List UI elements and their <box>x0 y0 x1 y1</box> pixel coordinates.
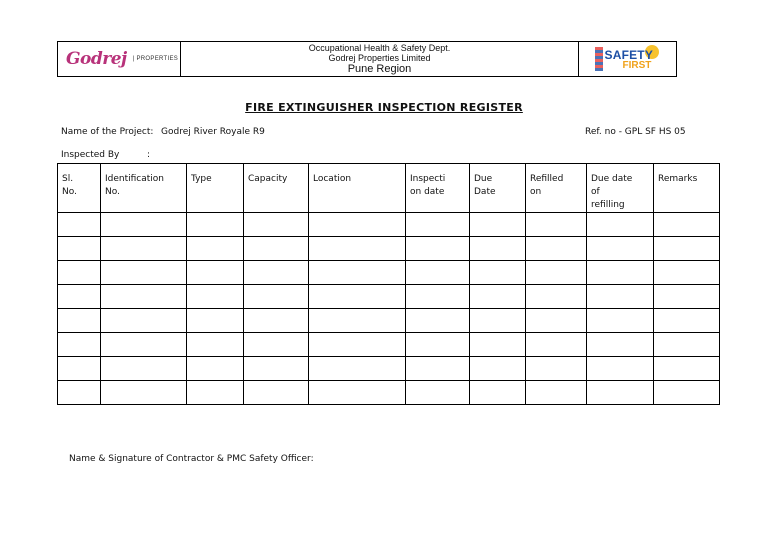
table-row <box>58 237 720 261</box>
table-cell[interactable] <box>187 237 244 261</box>
table-cell[interactable] <box>587 333 654 357</box>
table-cell[interactable] <box>587 381 654 405</box>
table-cell[interactable] <box>654 333 720 357</box>
table-cell[interactable] <box>406 213 470 237</box>
table-cell[interactable] <box>406 309 470 333</box>
region-name: Pune Region <box>347 63 412 75</box>
table-cell[interactable] <box>526 381 587 405</box>
table-cell[interactable] <box>406 381 470 405</box>
column-header-line: Inspecti <box>410 174 446 184</box>
table-cell[interactable] <box>58 213 101 237</box>
table-cell[interactable] <box>309 309 406 333</box>
column-header-line: Location <box>313 174 352 184</box>
table-cell[interactable] <box>470 237 526 261</box>
column-header-line: No. <box>105 187 120 197</box>
column-header <box>58 164 101 213</box>
table-cell[interactable] <box>58 237 101 261</box>
table-cell[interactable] <box>101 309 187 333</box>
table-cell[interactable] <box>101 261 187 285</box>
column-header-line: Type <box>191 174 212 184</box>
column-header <box>187 164 244 213</box>
table-cell[interactable] <box>101 381 187 405</box>
badge-first-text: FIRST <box>622 60 652 71</box>
table-cell[interactable] <box>58 261 101 285</box>
table-cell[interactable] <box>309 381 406 405</box>
document-header <box>57 41 677 77</box>
column-header <box>101 164 187 213</box>
column-header-line: of <box>591 187 600 197</box>
table-cell[interactable] <box>187 357 244 381</box>
logo-suffix-text: PROPERTIES <box>136 56 179 62</box>
table-cell[interactable] <box>309 357 406 381</box>
table-cell[interactable] <box>244 309 309 333</box>
table-cell[interactable] <box>187 381 244 405</box>
table-cell[interactable] <box>101 333 187 357</box>
table-cell[interactable] <box>654 357 720 381</box>
table-cell[interactable] <box>187 261 244 285</box>
table-cell[interactable] <box>244 261 309 285</box>
safety-stripe-icon <box>595 47 603 71</box>
table-cell[interactable] <box>309 333 406 357</box>
table-cell[interactable] <box>654 213 720 237</box>
signature-label: Name & Signature of Contractor & PMC Safety Officer: <box>69 454 314 464</box>
table-cell[interactable] <box>654 381 720 405</box>
table-cell[interactable] <box>587 357 654 381</box>
column-header-line: Due date <box>591 174 633 184</box>
company-logo <box>58 42 181 76</box>
table-cell[interactable] <box>526 285 587 309</box>
table-cell[interactable] <box>470 309 526 333</box>
table-cell[interactable] <box>470 261 526 285</box>
table-header-row <box>58 164 720 213</box>
table-row <box>58 285 720 309</box>
table-row <box>58 357 720 381</box>
inspection-register-table <box>57 163 720 405</box>
column-header-line: on <box>530 187 542 197</box>
column-header <box>406 164 470 213</box>
table-cell[interactable] <box>406 237 470 261</box>
table-cell[interactable] <box>187 213 244 237</box>
table-cell[interactable] <box>309 213 406 237</box>
table-cell[interactable] <box>406 285 470 309</box>
column-header <box>526 164 587 213</box>
table-cell[interactable] <box>470 381 526 405</box>
table-row <box>58 309 720 333</box>
column-header-line: Capacity <box>248 174 288 184</box>
table-row <box>58 381 720 405</box>
table-cell[interactable] <box>244 333 309 357</box>
project-label: Name of the Project: <box>61 127 154 137</box>
table-cell[interactable] <box>470 333 526 357</box>
logo-suffix: | PROPERTIES <box>132 56 179 62</box>
table-cell[interactable] <box>244 381 309 405</box>
table-cell[interactable] <box>244 285 309 309</box>
table-row <box>58 261 720 285</box>
column-header-line: Date <box>474 187 496 197</box>
table-cell[interactable] <box>526 333 587 357</box>
table-cell[interactable] <box>244 213 309 237</box>
table-cell[interactable] <box>309 237 406 261</box>
table-cell[interactable] <box>187 309 244 333</box>
inspected-by-colon: : <box>147 150 151 160</box>
table-cell[interactable] <box>587 261 654 285</box>
table-cell[interactable] <box>244 357 309 381</box>
header-center <box>181 42 579 76</box>
table-cell[interactable] <box>654 309 720 333</box>
table-cell[interactable] <box>58 333 101 357</box>
table-cell[interactable] <box>654 261 720 285</box>
table-cell[interactable] <box>309 261 406 285</box>
department-name: Occupational Health & Safety Dept. <box>308 43 451 53</box>
column-header <box>309 164 406 213</box>
table-cell[interactable] <box>587 309 654 333</box>
table-cell[interactable] <box>526 357 587 381</box>
column-header <box>587 164 654 213</box>
table-cell[interactable] <box>470 285 526 309</box>
table-cell[interactable] <box>526 261 587 285</box>
table-cell[interactable] <box>526 309 587 333</box>
column-header <box>654 164 720 213</box>
table-row <box>58 213 720 237</box>
table-cell[interactable] <box>101 237 187 261</box>
column-header-line: refilling <box>591 200 625 210</box>
table-cell[interactable] <box>654 237 720 261</box>
column-header <box>470 164 526 213</box>
table-cell[interactable] <box>526 213 587 237</box>
column-header <box>244 164 309 213</box>
column-header-line: Identification <box>105 174 165 184</box>
table-cell[interactable] <box>587 285 654 309</box>
project-value: Godrej River Royale R9 <box>161 127 265 137</box>
table-cell[interactable] <box>101 213 187 237</box>
table-cell[interactable] <box>58 309 101 333</box>
logo-wordmark: Godrej <box>66 49 127 69</box>
table-cell[interactable] <box>309 285 406 309</box>
table-cell[interactable] <box>187 285 244 309</box>
table-cell[interactable] <box>58 285 101 309</box>
column-header-line: Sl. <box>62 174 74 184</box>
table-cell[interactable] <box>587 213 654 237</box>
safety-badge-graphic <box>595 45 661 73</box>
table-cell[interactable] <box>406 333 470 357</box>
column-header-line: Due <box>474 174 493 184</box>
table-cell[interactable] <box>526 237 587 261</box>
table-cell[interactable] <box>470 357 526 381</box>
table-cell[interactable] <box>406 261 470 285</box>
table-cell[interactable] <box>587 237 654 261</box>
table-cell[interactable] <box>470 213 526 237</box>
table-row <box>58 333 720 357</box>
column-header-line: Remarks <box>658 174 698 184</box>
safety-first-badge <box>579 42 676 76</box>
table-cell[interactable] <box>58 381 101 405</box>
table-cell[interactable] <box>101 357 187 381</box>
document-title: FIRE EXTINGUISHER INSPECTION REGISTER <box>245 101 523 114</box>
table-cell[interactable] <box>101 285 187 309</box>
company-name: Godrej Properties Limited <box>328 53 431 63</box>
badge-safety-text: SAFETY <box>604 48 654 62</box>
reference-number: Ref. no - GPL SF HS 05 <box>585 127 686 137</box>
table-cell[interactable] <box>406 357 470 381</box>
inspected-by-label: Inspected By <box>61 150 120 160</box>
column-header-line: No. <box>62 187 77 197</box>
table-cell[interactable] <box>654 285 720 309</box>
table-cell[interactable] <box>187 333 244 357</box>
table-cell[interactable] <box>58 357 101 381</box>
table-cell[interactable] <box>244 237 309 261</box>
column-header-line: on date <box>410 187 445 197</box>
column-header-line: Refilled <box>530 174 564 184</box>
